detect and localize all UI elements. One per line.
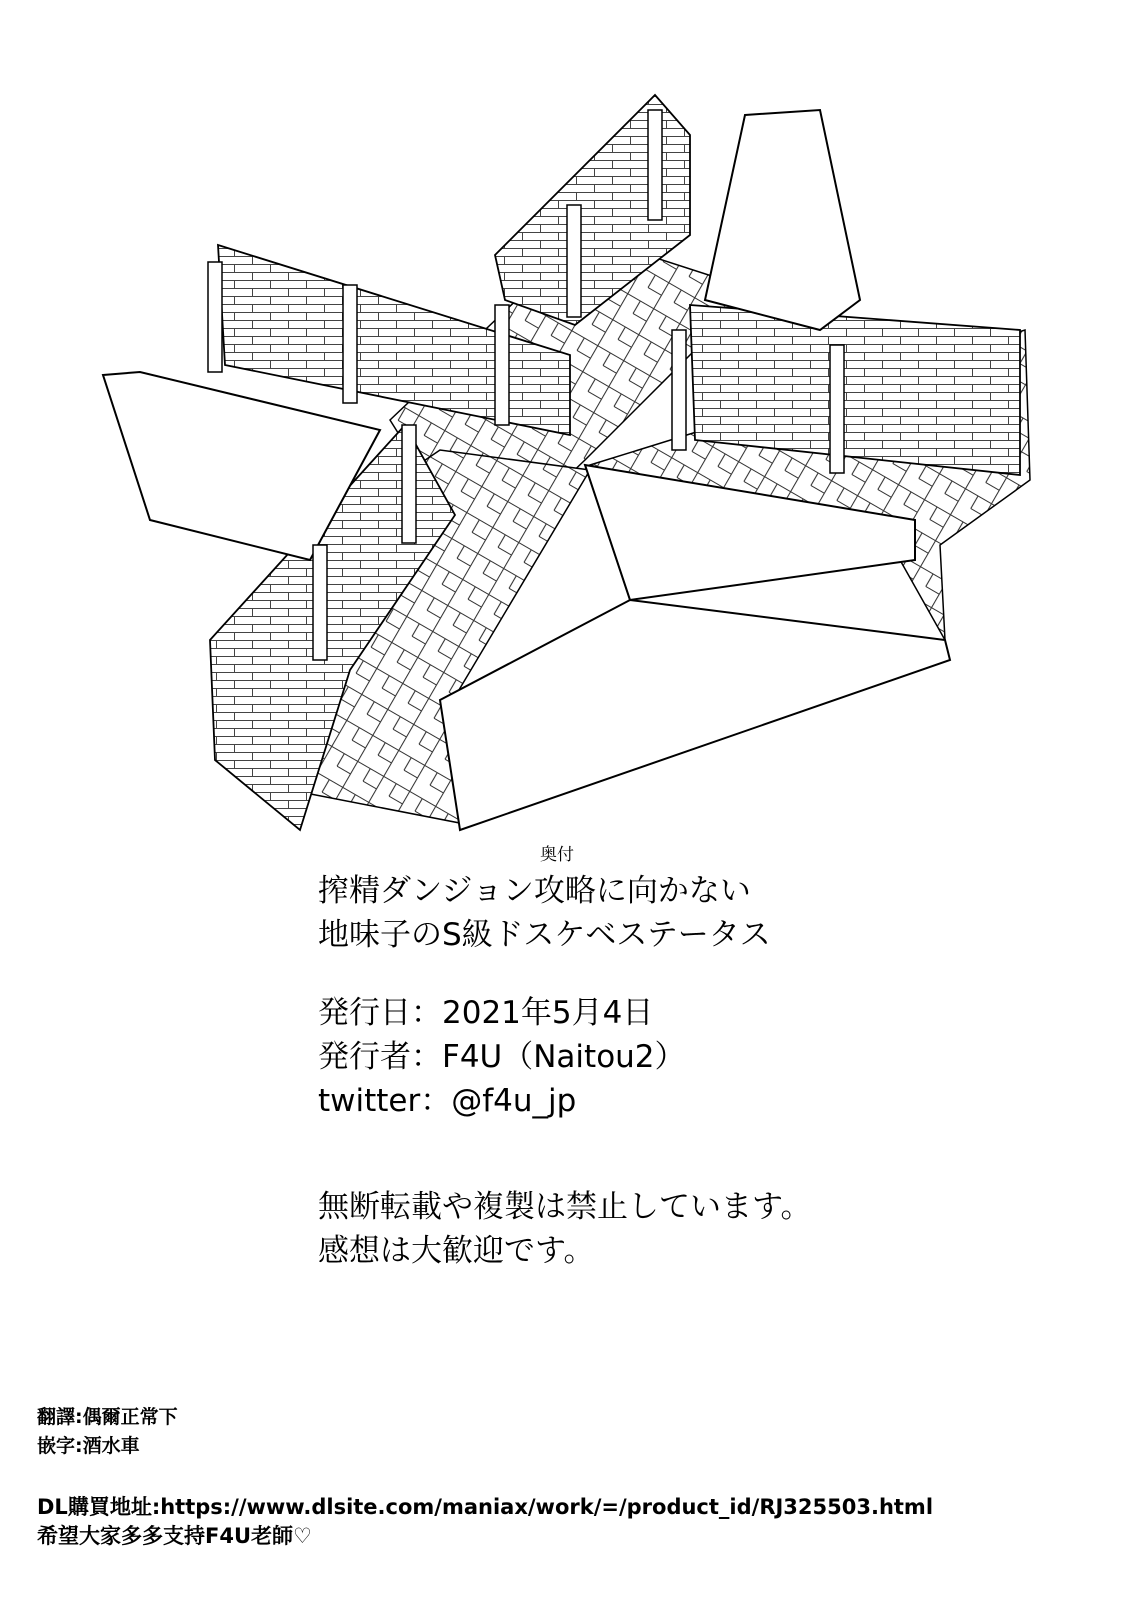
purchase-link[interactable]: DL購買地址:https://www.dlsite.com/maniax/work/=/product_id/RJ325503.html — [37, 1495, 934, 1519]
publisher: 発行者：F4U（Naitou2） — [318, 1039, 686, 1075]
publication-date: 発行日：2021年5月4日 — [318, 995, 654, 1031]
book-title-line-1: 搾精ダンジョン攻略に向かない — [318, 873, 751, 909]
colophon-heading: 奥付 — [540, 845, 574, 865]
block-southeast-front — [440, 600, 950, 830]
feedback-notice: 感想は大歓迎です。 — [318, 1233, 595, 1269]
block-northeast — [705, 110, 860, 330]
book-title-line-2: 地味子のS級ドスケベステータス — [318, 917, 771, 953]
typesetting-credit: 嵌字:酒水車 — [37, 1435, 140, 1457]
translation-credit: 翻譯:偶爾正常下 — [37, 1406, 178, 1428]
support-message: 希望大家多多支持F4U老師♡ — [37, 1524, 312, 1548]
twitter-handle: twitter：@f4u_jp — [318, 1083, 577, 1119]
copyright-notice: 無断転載や複製は禁止しています。 — [318, 1189, 812, 1225]
